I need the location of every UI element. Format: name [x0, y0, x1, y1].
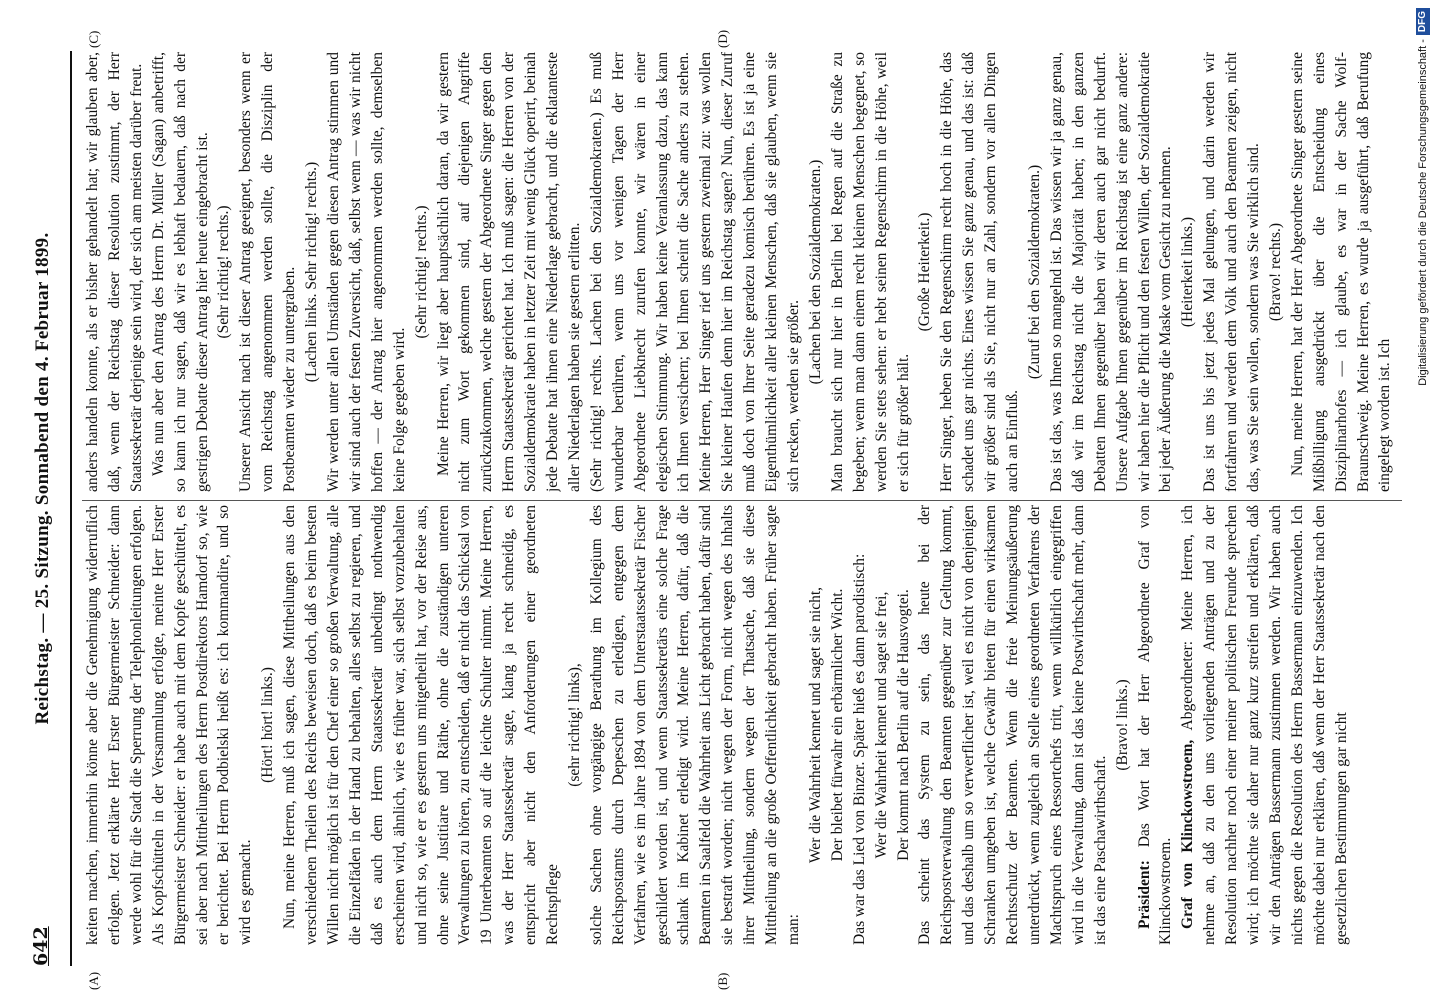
- interjection: (Bravo! links.): [1113, 679, 1131, 771]
- paragraph: Das ist uns bis jetzt jedes Mal gelungen, und darin werden wir fortfahren und werden dem Volk und auch den Beamten zeigen, nicht das, was Sie sein wollen, sondern was Sie wirklich sind.: [1201, 52, 1263, 492]
- paragraph: Was nun aber den Antrag des Herrn Dr. Müller (Sagan) anbetrifft, so kann ich nur sagen, daß wir es lebhaft bedauern, daß nach der gestrigen Debatte dieser Antrag hier heute eingebracht ist.: [149, 52, 211, 492]
- speech-text: Abgeordneter: Meine Herren, ich nehme an, daß zu den uns vorliegenden Anträgen und zu der Resolution nachher noch einer meiner politischen Freunde sprechen wird; ich möchte sie daher nur ganz kurz streifen und erklären, daß wir den Anträgen Bassermann zustimmen werden. Wir haben auch nichts gegen die Resolution des Herrn Bassermann einzuwenden. Ich möchte dabei nur erklären, daß wenn der Herr Staatssekretär nach den gesetzlichen Bestimmungen gar nicht: [1179, 505, 1350, 945]
- interjection: Wer die Wahrheit kennet und saget sie nicht,: [806, 586, 824, 864]
- margin-mark-a: (A): [86, 971, 101, 990]
- page-number: 642: [30, 926, 52, 966]
- rotated-page-content: [0, 30, 1415, 990]
- speaker-paragraph: [1177, 505, 1352, 945]
- paragraph: Das scheint das System zu sein, das heute bei der Reichspostverwaltung den Beamten gegenüber zur Geltung kommt, und das deshalb um so verwerflicher ist, weil es nicht von denjenigen Schranken umgeben ist, welche Gewähr bieten für einen wirksamen Rechtsschutz der Beamten. Wenn die freie Meinungsäußerung unterdrückt, wenn zugleich an Stelle eines geordneten Verfahrens der Machtspruch eines Ressortchefs tritt, wenn willkürlich eingegriffen wird in die Verwaltung, dann ist das keine Postwirthschaft mehr, dann ist das eine Paschawirthschaft.: [916, 505, 1109, 945]
- dfg-logo: DFG: [1416, 8, 1430, 35]
- header-rule: [70, 51, 72, 966]
- paragraph: Herr Singer, heben Sie den Regenschirm recht hoch in die Höhe, das schadet uns gar nichts. Eines wissen Sie ganz genau, und das ist: daß wir größer sind als Sie, nicht nur an Zahl, sondern vor allen Dingen auch an Einfluß.: [938, 52, 1022, 492]
- interjection: (Zuruf bei den Sozialdemokraten.): [1025, 164, 1043, 380]
- interjection: Der bleibet fürwahr ein erbärmlicher Wicht.: [828, 588, 846, 862]
- margin-mark-c: (C): [86, 30, 101, 48]
- page-header: [26, 51, 66, 966]
- paragraph: (Sehr richtig! rechts. Lachen bei den Sozialdemokraten.) Es muß wunderbar berühren, wenn uns vor wenigen Tagen der Herr Abgeordnete Liebknecht zurufen konnte, wir wären in einer elegischen Stimmung. Wir haben keine Veranlassung dazu, das kann ich Ihnen versichern; bei Ihnen scheint die Sache anders zu stehen. Meine Herren, Herr Singer rief uns gestern zweimal zu: was wollen Sie kleiner Haufen denn hier im Reichstag sagen? Nun, dieser Zuruf muß doch von Ihrer Seite geradezu komisch berühren. Es ist ja eine Eigenthümlichkeit aller kleinen Menschen, daß sie glauben, wenn sie sich recken, werden sie größer.: [587, 52, 802, 492]
- interjection: (sehr richtig! links),: [565, 663, 583, 787]
- paragraph: Das ist das, was Ihnen so mangelnd ist. Das wissen wir ja ganz genau, daß wir im Reichstag nicht die Majorität haben; in den ganzen Debatten Ihnen gegenüber haben wir deren auch gar nicht bedurft. Unsere Aufgabe Ihnen gegenüber im Reichstag ist eine ganz andere: wir haben hier die Pflicht und den festen Willen, der Sozialdemokratie bei jeder Äußerung die Maske vom Gesicht zu nehmen.: [1047, 52, 1175, 492]
- interjection: Wer die Wahrheit kennet und saget sie frei,: [872, 591, 890, 859]
- running-title: Reichstag. — 25. Sitzung. Sonnabend den 4. Februar 1899.: [32, 232, 53, 725]
- paragraph: Nun, meine Herren, hat der Herr Abgeordnete Singer gestern seine Mißbilligung ausgedrückt über die Entscheidung eines Disziplinarhofes — ich glaube, es war in der Sache Wolf-Braunschweig. Meine Herren, es wurde ja ausgeführt, daß Berufung eingelegt worden ist. Ich: [1288, 52, 1394, 492]
- paragraph: solche Sachen ohne vorgängige Berathung im Kollegium des Reichspostamts durch Depeschen zu erledigen, entgegen dem Verfahren, wie es im Jahre 1894 von dem Unterstaatssekretär Fischer geschildert worden ist, und wenn Staatssekretärs eine solche Frage schlank im Kabinet erledigt wird. Meine Herren, dafür, daß die Beamten in Saalfeld die Wahrheit ans Licht gebracht haben, dafür sind sie bestraft worden; nicht wegen der Form, nicht wegen des Inhalts ihrer Mittheilung, sondern wegen der Thatsache, daß sie diese Mittheilung an die große Oeffentlichkeit gebracht haben. Früher sagte man:: [587, 505, 802, 945]
- speaker-paragraph: [1134, 505, 1178, 945]
- interjection: Der kommt nach Berlin auf die Hausvogtei.: [894, 589, 912, 861]
- interjection: (Lachen links. Sehr richtig! rechts.): [303, 161, 321, 383]
- paragraph: keiten machen, immerhin könne aber die Genehmigung widerruflich erfolgen. Jetzt erklärte Herr Erster Bürgermeister Schneider: dann werde wohl für die Stadt die Sperrung der Telephonleitungen erfolgen. Als Kopfschütteln in der Versammlung erfolgte, meinte Herr Erster Bürgermeister Schneider: er habe auch mit dem Kopfe geschüttelt, es sei aber nach Mittheilungen des Herrn Postdirektors Hamdorf so, wie er berichtet. Bei Herrn Podbielski heißt es: ich kommandire, und so wird es gemacht.: [84, 505, 255, 945]
- paragraph: anders handeln konnte, als er bisher gehandelt hat; wir glauben aber, daß, wenn der Reichstag dieser Resolution zustimmt, der Herr Staatssekretär derjenige sein wird, der sich am meisten darüber freut.: [84, 52, 145, 492]
- speaker-name: Präsident:: [1135, 860, 1153, 929]
- credit-text: Digitalisierung gefördert durch die Deutsche Forschungsgemeinschaft -: [1417, 39, 1429, 386]
- left-text-column: [82, 505, 1402, 945]
- interjection: (Sehr richtig! rechts.): [412, 205, 430, 339]
- margin-mark-d: (D): [715, 29, 730, 48]
- interjection: (Sehr richtig! rechts.): [215, 205, 233, 339]
- interjection: (Bravo! rechts.): [1266, 222, 1284, 322]
- interjection: (Große Heiterkeit.): [916, 212, 934, 332]
- margin-mark-b: (B): [715, 972, 730, 990]
- paragraph: Meine Herren, wir liegt aber hauptsächlich daran, da wir gestern nicht zum Wort gekommen sind, auf diejenigen Angriffe zurückzukommen, welche gestern der Abgeordnete Singer gegen den Herrn Staatssekretär gerichtet hat. Ich muß sagen: die Herren von der Sozialdemokratie haben in letzter Zeit mit wenig Glück operirt, beinah jede Debatte hat ihnen eine Niederlage gebracht, und die eklatanteste aller Niederlagen haben sie gestern erlitten.: [434, 52, 583, 492]
- digitization-credit: [1414, 8, 1432, 990]
- column-divider: [82, 500, 1402, 501]
- paragraph: Nun, meine Herren, muß ich sagen, diese Mittheilungen aus den verschiedenen Theilen des Reichs beweisen doch, daß es beim besten Willen nicht möglich ist für den Chef einer so großen Verwaltung, alle die Einzelfäden in der Hand zu behalten, alles selbst zu regieren, und daß es auch dem Herrn Staatssekretär unbedingt nothwendig erscheinen wird, ähnlich, wie es früher war, sich selbst vorzubehalten und nicht so, wie er es gestern uns mitgetheilt hat, vor der Reise aus, ohne seine Justitiare und Räthe, ohne die zuständigen unteren Verwaltungen zu hören, zu entscheiden, daß er nicht das Schicksal von 19 Unterbeamten so auf die leichte Schulter nimmt. Meine Herren, was der Herr Staatssekretär sagte, klang ja recht schneidig, es entspricht aber nicht den Anforderungen einer geordneten Rechtspflege: [281, 505, 562, 945]
- speech-text: Das Wort hat der Herr Abgeordnete Graf von Klinckowstroem.: [1135, 505, 1175, 945]
- interjection: (Hört! hört! links.): [259, 667, 277, 783]
- paragraph: Das war das Lied von Binzer. Später hieß es dann parodistisch:: [850, 553, 868, 945]
- paragraph: Wir werden unter allen Umständen gegen diesen Antrag stimmen und wir sind auch der festen Zuversicht, daß, selbst wenn — was wir nicht hoffen — der Antrag hier angenommen werden sollte, demselben keine Folge gegeben wird.: [324, 52, 408, 492]
- paragraph: Man braucht sich nur hier in Berlin bei Regen auf die Straße zu begeben; wenn man dann einem recht kleinen Menschen begegnet, so werden Sie stets sehen: er hebt seinen Regenschirm in die Höhe, weil er sich für größer hält.: [828, 52, 912, 492]
- interjection: (Heiterkeit links.): [1179, 216, 1197, 328]
- right-text-column: [82, 52, 1402, 492]
- paragraph: Unserer Ansicht nach ist dieser Antrag geeignet, besonders wenn er vom Reichstag angenommen werden sollte, die Disziplin der Postbeamten wieder zu untergraben.: [237, 52, 299, 492]
- speaker-name: Graf von Klinckowstroem,: [1179, 739, 1197, 929]
- interjection: (Lachen bei den Sozialdemokraten.): [806, 159, 824, 385]
